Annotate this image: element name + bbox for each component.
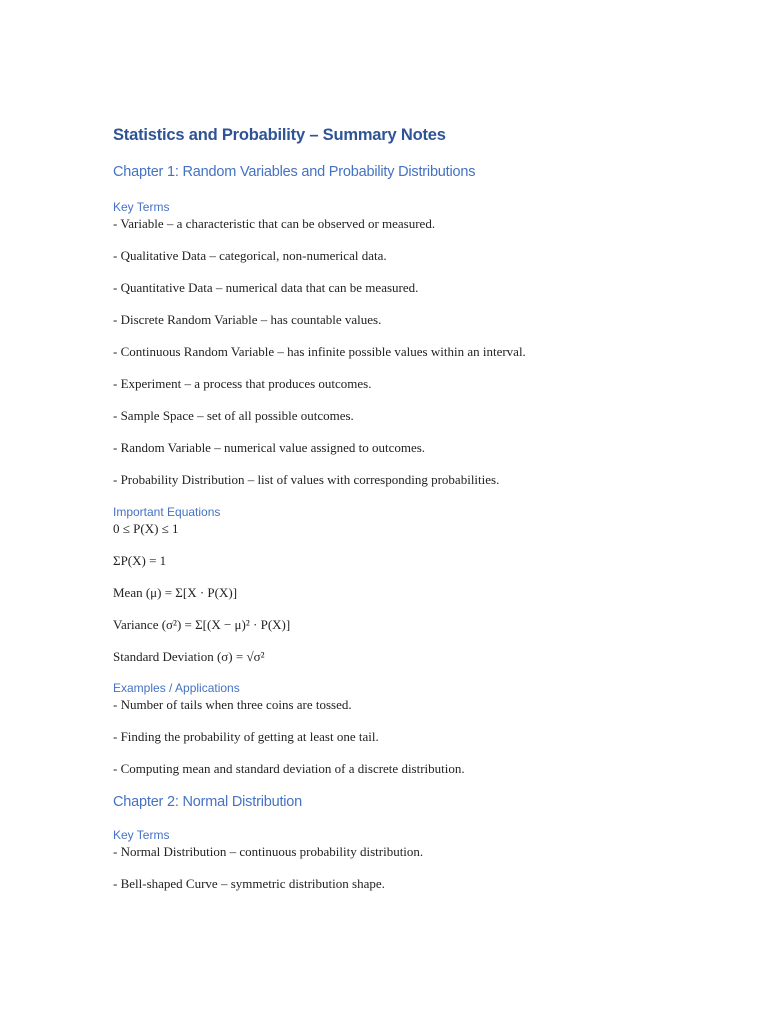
key-term-discrete-random-variable: - Discrete Random Variable – has countable values. (113, 312, 382, 327)
chapter-2-key-terms-heading: Key Terms (113, 828, 170, 842)
equation-probability-sum: ΣP(X) = 1 (113, 553, 167, 568)
key-term-random-variable: - Random Variable – numerical value assigned to outcomes. (113, 440, 426, 455)
chapter-1-equations-heading: Important Equations (113, 505, 221, 519)
document-title: Statistics and Probability – Summary Notes (113, 126, 446, 144)
key-term-bell-shaped-curve: - Bell-shaped Curve – symmetric distribution shape. (113, 876, 385, 891)
equation-variance: Variance (σ²) = Σ[(X − μ)² · P(X)] (113, 617, 291, 632)
key-term-experiment: - Experiment – a process that produces outcomes. (113, 376, 372, 391)
chapter-1-heading: Chapter 1: Random Variables and Probability Distributions (113, 164, 476, 180)
example-at-least-one-tail: - Finding the probability of getting at least one tail. (113, 729, 379, 744)
chapter-1-examples-heading: Examples / Applications (113, 681, 240, 695)
equation-mean: Mean (μ) = Σ[X · P(X)] (113, 585, 238, 600)
equation-probability-range: 0 ≤ P(X) ≤ 1 (113, 521, 179, 536)
example-mean-and-sd: - Computing mean and standard deviation of a discrete distribution. (113, 761, 465, 776)
key-term-normal-distribution: - Normal Distribution – continuous probability distribution. (113, 844, 424, 859)
key-term-sample-space: - Sample Space – set of all possible outcomes. (113, 408, 354, 423)
equation-standard-deviation: Standard Deviation (σ) = √σ² (113, 649, 265, 664)
key-term-quantitative-data: - Quantitative Data – numerical data that can be measured. (113, 280, 419, 295)
key-term-qualitative-data: - Qualitative Data – categorical, non-numerical data. (113, 248, 387, 263)
document-page (113, 124, 733, 893)
chapter-1-key-terms-heading: Key Terms (113, 200, 170, 214)
key-term-continuous-random-variable: - Continuous Random Variable – has infinite possible values within an interval. (113, 344, 526, 359)
example-coin-tails: - Number of tails when three coins are tossed. (113, 697, 352, 712)
key-term-variable: - Variable – a characteristic that can be observed or measured. (113, 216, 436, 231)
key-term-probability-distribution: - Probability Distribution – list of values with corresponding probabilities. (113, 472, 500, 487)
chapter-2-heading: Chapter 2: Normal Distribution (113, 794, 303, 810)
